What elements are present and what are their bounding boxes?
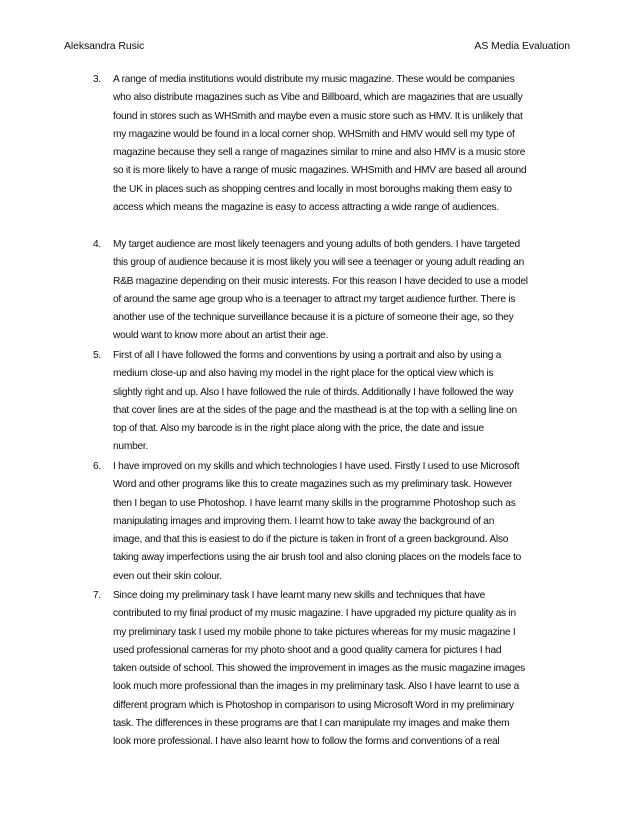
list-item-6 bbox=[93, 458, 567, 586]
text-line: I have improved on my skills and which technologies I have used. Firstly I used to use Microsoft bbox=[113, 461, 520, 472]
text-line: number. bbox=[113, 441, 149, 453]
header-title: AS Media Evaluation bbox=[474, 40, 570, 52]
page-header bbox=[64, 40, 570, 52]
text-line: magazine because they sell a range of magazines similar to mine and also HMV is a music store bbox=[113, 147, 526, 159]
item-number: 4. bbox=[93, 239, 101, 250]
text-line: different program which is Photoshop in comparison to using Microsoft Word in my preliminary bbox=[113, 699, 514, 711]
text-line: taking away imperfections using the air brush tool and also cloning places on the models face to bbox=[113, 552, 522, 564]
list-item-5 bbox=[93, 347, 567, 457]
text-line: First of all I have followed the forms and conventions by using a portrait and also by using a bbox=[113, 350, 502, 361]
text-line: contributed to my final product of my music magazine. I have upgraded my picture quality as in bbox=[113, 608, 516, 620]
item-text bbox=[113, 236, 567, 346]
item-number: 7. bbox=[93, 590, 101, 601]
text-line: manipulating images and improving them. I learnt how to take away the background of an bbox=[113, 515, 495, 527]
text-line: look much more professional than the images in my preliminary task. Also I have learnt to use a bbox=[113, 681, 520, 693]
text-line: taken outside of school. This showed the improvement in images as the music magazine images bbox=[113, 663, 525, 675]
text-line: look more professional. I have also learnt how to follow the forms and conventions of a real bbox=[113, 736, 500, 748]
list-item-3 bbox=[93, 71, 567, 217]
text-line: my preliminary task I used my mobile phone to take pictures whereas for my music magazine I bbox=[113, 626, 516, 638]
text-line: used professional cameras for my photo shoot and a good quality camera for pictures I had bbox=[113, 644, 502, 656]
text-line: slightly right and up. Also I have followed the rule of thirds. Additionally I have followed the way bbox=[113, 386, 514, 398]
header-author: Aleksandra Rusic bbox=[64, 40, 145, 52]
list-item-4 bbox=[93, 236, 567, 346]
text-line: another use of the technique surveillance because it is a picture of someone their age, so they bbox=[113, 312, 514, 324]
item-text bbox=[113, 71, 567, 217]
text-line: my magazine would be found in a local corner shop. WHSmith and HMV would sell my type of bbox=[113, 128, 515, 140]
item-text bbox=[113, 347, 567, 457]
text-line: this group of audience because it is most likely you will see a teenager or young adult reading an bbox=[113, 257, 524, 269]
text-line: that cover lines are at the sides of the page and the masthead is at the top with a selling line on bbox=[113, 404, 517, 416]
item-text bbox=[113, 458, 567, 586]
item-number: 3. bbox=[93, 74, 101, 85]
text-line: task. The differences in these programs are that I can manipulate my images and make them bbox=[113, 718, 510, 730]
text-line: image, and that this is easiest to do if the picture is taken in front of a green background. Also bbox=[113, 534, 509, 546]
text-line: Word and other programs like this to create magazines such as my preliminary task. However bbox=[113, 479, 513, 491]
list-item-7 bbox=[93, 587, 567, 752]
text-line: even out their skin colour. bbox=[113, 570, 222, 582]
text-line: then I began to use Photoshop. I have learnt many skills in the programme Photoshop such as bbox=[113, 497, 516, 509]
text-line: so it is more likely to have a range of music magazines. WHSmith and HMV are based all around bbox=[113, 165, 527, 177]
text-line: R&B magazine depending on their music interests. For this reason I have decided to use a model bbox=[113, 275, 528, 287]
text-line: would want to know more about an artist their age. bbox=[113, 330, 329, 342]
item-number: 6. bbox=[93, 461, 101, 472]
text-line: Since doing my preliminary task I have learnt many new skills and techniques that have bbox=[113, 590, 486, 601]
text-line: top of that. Also my barcode is in the right place along with the price, the date and issue bbox=[113, 423, 484, 435]
text-line: the UK in places such as shopping centres and locally in most boroughs making them easy to bbox=[113, 183, 512, 195]
text-line: found in stores such as WHSmith and maybe even a music store such as HMV. It is unlikely that bbox=[113, 110, 523, 122]
text-line: My target audience are most likely teenagers and young adults of both genders. I have targeted bbox=[113, 239, 520, 250]
item-number: 5. bbox=[93, 350, 101, 361]
text-line: of around the same age group who is a teenager to attract my target audience further. There is bbox=[113, 293, 516, 305]
item-text bbox=[113, 587, 567, 752]
text-line: A range of media institutions would distribute my music magazine. These would be companies bbox=[113, 74, 515, 85]
text-line: access which means the magazine is easy to access attracting a wide range of audiences. bbox=[113, 202, 499, 214]
text-line: who also distribute magazines such as Vibe and Billboard, which are magazines that are usually bbox=[113, 92, 523, 104]
text-line: medium close-up and also having my model in the right place for the optical view which is bbox=[113, 368, 494, 380]
